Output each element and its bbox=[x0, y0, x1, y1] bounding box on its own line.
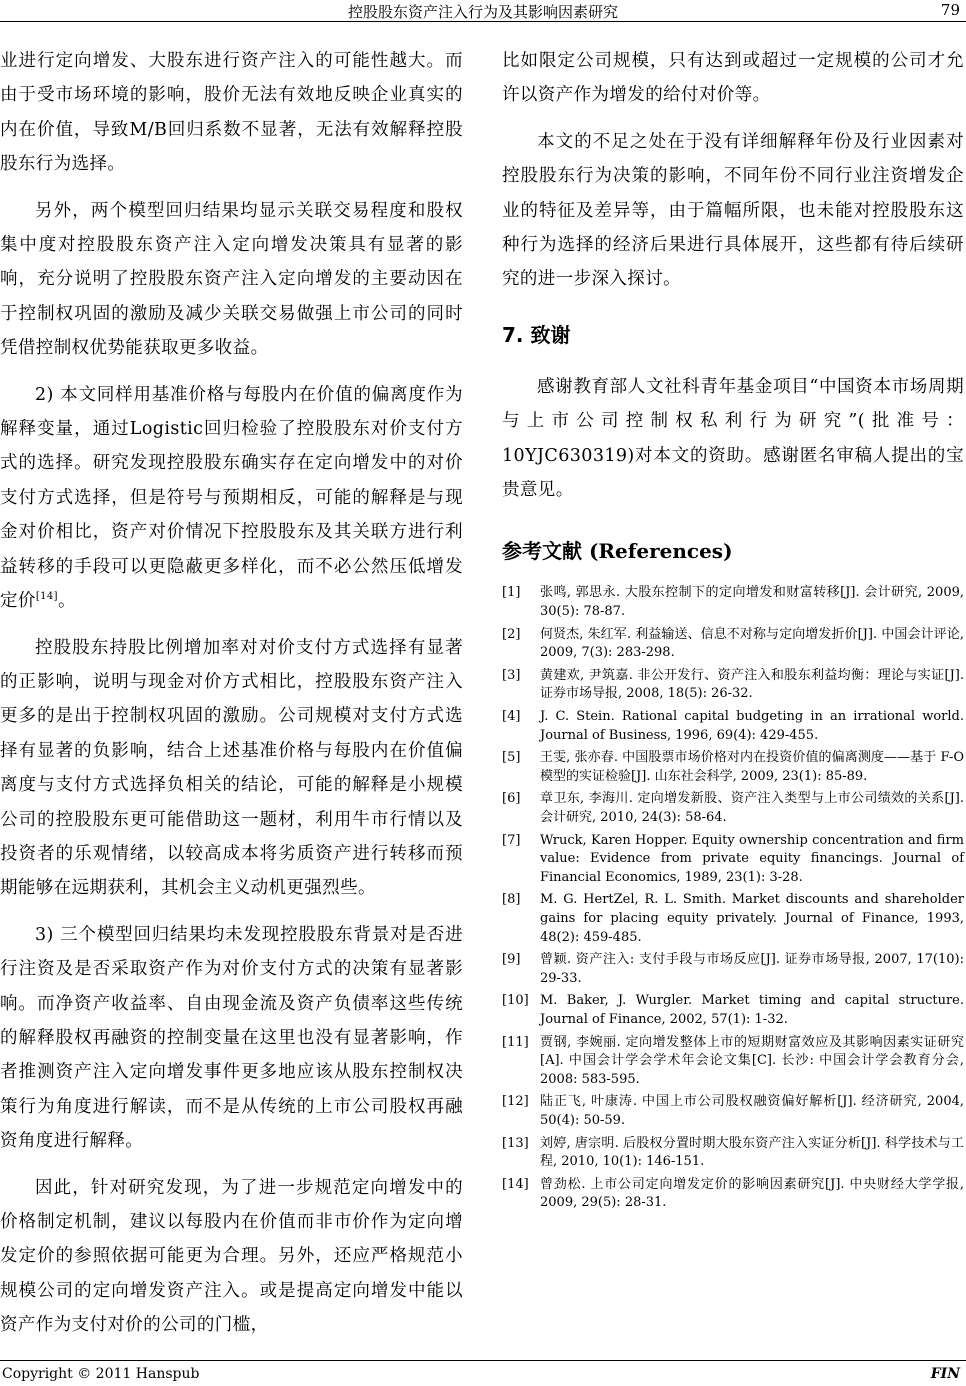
left-paragraph-3 bbox=[0, 378, 463, 619]
reference-text: 贾钢, 李婉丽. 定向增发整体上市的短期财富效应及其影响因素实证研究[A]. 中国会计学会学术年会论文集[C]. 长沙: 中国会计学会教育分会, 2008: 583-595. bbox=[540, 1034, 964, 1087]
left-paragraph-1: 业进行定向增发、大股东进行资产注入的可能性越大。而由于受市场环境的影响，股价无法有效地反映企业真实的内在价值，导致M/B回归系数不显著，无法有效解释控股股东行为选择。 bbox=[0, 51, 463, 175]
reference-number: [10] bbox=[502, 993, 529, 1009]
reference-number: [8] bbox=[502, 892, 521, 908]
reference-item bbox=[502, 626, 964, 663]
reference-text: M. G. HertZel, R. L. Smith. Market discounts and shareholder gains for placing equity privately. Journal of Finance, 1993, 48(2): 459-485. bbox=[540, 892, 964, 945]
reference-item bbox=[502, 1176, 964, 1213]
citation-14: [14] bbox=[35, 591, 58, 603]
references-heading-en: (References) bbox=[588, 539, 733, 564]
left-paragraph-5: 3) 三个模型回归结果均未发现控股股东背景对是否进行注资及是否采取资产作为对价支付方式的决策有显著影响。而净资产收益率、自由现金流及资产负债率这些传统的解释股权再融资的控制变量在这里也没有显著影响，作者推测资产注入定向增发事件更多地应该从股东控制权决策行为角度进行解读，而不是从传统的上市公司股权再融资角度进行解释。 bbox=[0, 924, 463, 1152]
acknowledgement-heading: 7. 致谢 bbox=[502, 322, 571, 347]
reference-number: [5] bbox=[502, 750, 521, 766]
reference-text: 何贤杰, 朱红军. 利益输送、信息不对称与定向增发折价[J]. 中国会计评论, 2009, 7(3): 283-298. bbox=[540, 626, 964, 661]
reference-number: [3] bbox=[502, 667, 521, 683]
reference-text: 刘婷, 唐宗明. 后股权分置时期大股东资产注入实证分析[J]. 科学技术与工程, 2010, 10(1): 146-151. bbox=[540, 1135, 964, 1170]
reference-number: [4] bbox=[502, 709, 521, 725]
references-heading-cn: 参考文献 bbox=[502, 539, 582, 564]
reference-number: [11] bbox=[502, 1034, 529, 1050]
reference-item bbox=[502, 891, 964, 947]
reference-list bbox=[502, 584, 964, 1212]
left-paragraph-6: 因此，针对研究发现，为了进一步规范定向增发中的价格制定机制，建议以每股内在价值而非市价作为定向增发定价的参照依据可能更为合理。另外，还应严格规范小规模公司的定向增发资产注入。或是提高定向增发中能以资产作为支付对价的公司的门槛， bbox=[0, 1177, 463, 1336]
reference-item bbox=[502, 584, 964, 621]
reference-text: M. Baker, J. Wurgler. Market timing and capital structure. Journal of Finance, 2002, 57(1): 1-32. bbox=[540, 993, 964, 1027]
page-footer bbox=[0, 1360, 966, 1386]
right-paragraph-2: 本文的不足之处在于没有详细解释年份及行业因素对控股股东行为决策的影响，不同年份不同行业注资增发企业的特征及差异等，由于篇幅所限，也未能对控股股东这种行为选择的经济后果进行具体展开，这些都有待后续研究的进一步深入探讨。 bbox=[502, 131, 964, 290]
left-paragraph-4: 控股股东持股比例增加率对对价支付方式选择有显著的正影响，说明与现金对价方式相比，控股股东资产注入更多的是出于控制权巩固的激励。公司规模对支付方式选择有显著的负影响，结合上述基准价格与每股内在价值偏离度与支付方式选择负相关的结论，可能的解释是小规模公司的控股股东更可能借助这一题材，利用牛市行情以及投资者的乐观情绪，以较高成本将劣质资产进行转移而预期能够在远期获利，其机会主义动机更强烈些。 bbox=[0, 637, 463, 899]
reference-number: [2] bbox=[502, 626, 521, 642]
header-rule bbox=[0, 21, 966, 22]
journal-abbreviation: FIN bbox=[930, 1366, 960, 1382]
reference-item bbox=[502, 832, 964, 888]
reference-number: [14] bbox=[502, 1176, 529, 1192]
page-header bbox=[0, 0, 966, 22]
reference-text: 章卫东, 李海川. 定向增发新股、资产注入类型与上市公司绩效的关系[J]. 会计研究, 2010, 24(3): 58-64. bbox=[540, 791, 964, 825]
left-paragraph-2: 另外，两个模型回归结果均显示关联交易程度和股权集中度对控股股东资产注入定向增发决策具有显著的影响，充分说明了控股股东资产注入定向增发的主要动因在于控制权巩固的激励及减少关联交易做强上市公司的同时凭借控制权优势能获取更多收益。 bbox=[0, 200, 463, 359]
reference-item bbox=[502, 708, 964, 745]
acknowledgement-text: 感谢教育部人文社科青年基金项目“中国资本市场周期与上市公司控制权私利行为研究”(批准号：10YJC630319)对本文的资助。感谢匿名审稿人提出的宝贵意见。 bbox=[502, 376, 964, 501]
reference-text: 张鸣, 郭思永. 大股东控制下的定向增发和财富转移[J]. 会计研究, 2009, 30(5): 78-87. bbox=[540, 585, 964, 620]
reference-text: J. C. Stein. Rational capital budgeting in an irrational world. Journal of Business, 1996, 69(4): 429-455. bbox=[540, 709, 964, 743]
reference-number: [12] bbox=[502, 1094, 529, 1110]
reference-text: 陆正飞, 叶康涛. 中国上市公司股权融资偏好解析[J]. 经济研究, 2004, 50(4): 50-59. bbox=[540, 1094, 964, 1128]
reference-number: [13] bbox=[502, 1135, 529, 1151]
left-paragraph-3-text: 2) 本文同样用基准价格与每股内在价值的偏离度作为解释变量，通过Logistic回归检验了控股股东对价支付方式的选择。研究发现控股股东确实存在定向增发中的对价支付方式选择，但是符号与预期相反，可能的解释是与现金对价相比，资产对价情况下控股股东及其关联方进行利益转移的手段可以更隐蔽更多样化，而不必公然压低增发定价 bbox=[0, 384, 463, 612]
reference-item bbox=[502, 992, 964, 1029]
reference-text: Wruck, Karen Hopper. Equity ownership concentration and firm value: Evidence from private equity financings. Journal of Financial Economics, 1989, 23(1): 3-28. bbox=[540, 832, 964, 885]
left-paragraph-3-end: 。 bbox=[57, 591, 76, 612]
reference-number: [1] bbox=[502, 585, 521, 601]
reference-item bbox=[502, 1034, 964, 1090]
reference-text: 曾颖. 资产注入: 支付手段与市场反应[J]. 证券市场导报, 2007, 17(10): 29-33. bbox=[540, 952, 964, 986]
right-column bbox=[502, 44, 964, 1217]
reference-item bbox=[502, 1135, 964, 1172]
footer-rule bbox=[0, 1360, 966, 1361]
reference-number: [9] bbox=[502, 952, 521, 968]
reference-text: 王雯, 张亦春. 中国股票市场价格对内在投资价值的偏离测度——基于 F-O 模型的实证检验[J]. 山东社会科学, 2009, 23(1): 85-89. bbox=[540, 750, 964, 784]
right-paragraph-1: 比如限定公司规模，只有达到或超过一定规模的公司才允许以资产作为增发的给付对价等。 bbox=[502, 51, 964, 106]
left-column bbox=[0, 44, 463, 1343]
reference-item bbox=[502, 749, 964, 786]
reference-item bbox=[502, 951, 964, 988]
reference-item bbox=[502, 1093, 964, 1130]
reference-text: 曾劲松. 上市公司定向增发定价的影响因素研究[J]. 中央财经大学学报, 2009, 29(5): 28-31. bbox=[540, 1176, 964, 1211]
reference-number: [6] bbox=[502, 791, 521, 807]
reference-number: [7] bbox=[502, 832, 521, 848]
copyright-notice: Copyright © 2011 Hanspub bbox=[2, 1366, 200, 1382]
page-number: 79 bbox=[940, 1, 960, 19]
reference-item bbox=[502, 790, 964, 827]
reference-text: 黄建欢, 尹筑嘉. 非公开发行、资产注入和股东利益均衡：理论与实证[J]. 证券市场导报, 2008, 18(5): 26-32. bbox=[540, 667, 964, 702]
reference-item bbox=[502, 667, 964, 704]
references-heading bbox=[502, 535, 964, 564]
running-title: 控股股东资产注入行为及其影响因素研究 bbox=[347, 3, 618, 21]
